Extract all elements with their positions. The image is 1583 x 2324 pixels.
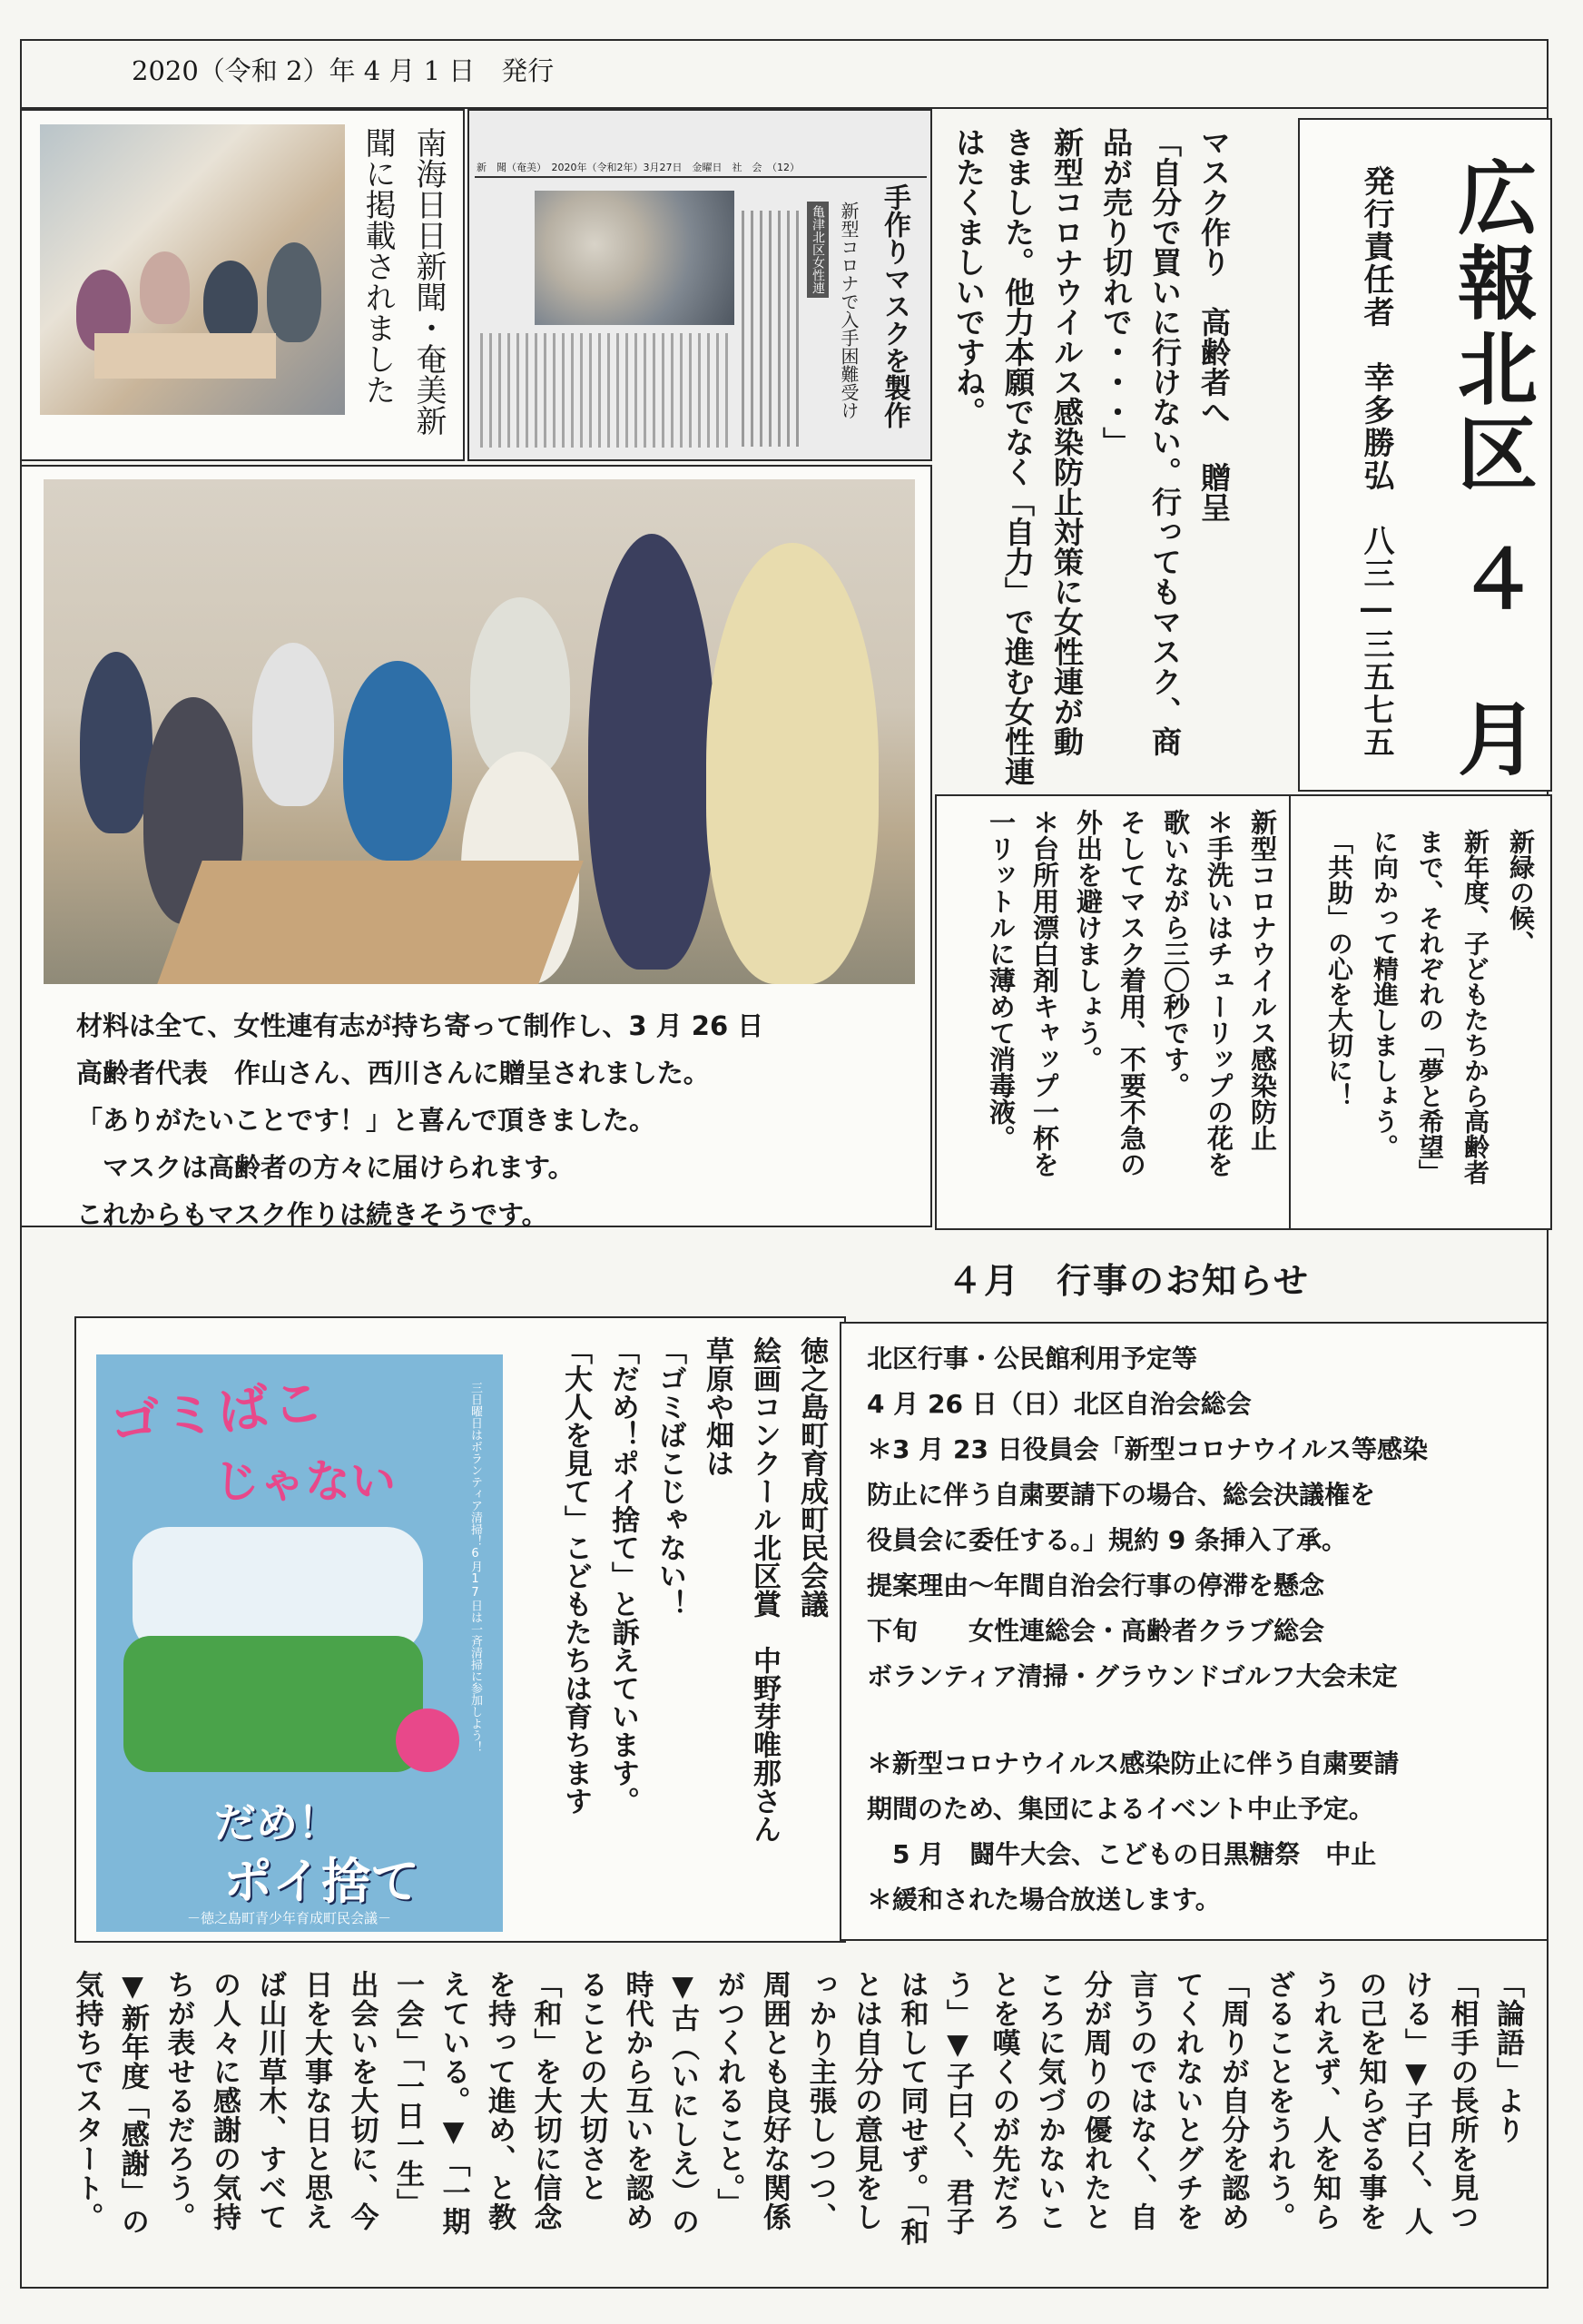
poster-article-line: 絵画コンクール北区賞 中野芽唯那さん: [748, 1336, 781, 1843]
column-line: は和して同せず。「和: [895, 1970, 929, 2247]
events-line: ＊3 月 23 日役員会「新型コロナウイルス等感染: [867, 1434, 1429, 1464]
poster-panel: [74, 1316, 846, 1943]
photo-caption-top-left: [352, 127, 454, 454]
caption-line: 聞に掲載されました: [359, 127, 396, 405]
events-line: 期間のため、集団によるイベント中止予定。: [867, 1794, 1374, 1824]
prevention-box: [935, 794, 1293, 1230]
issue-date: 2020（令和 2）年 4 月 1 日 発行: [132, 55, 555, 86]
masthead-month: ４ 月: [1445, 537, 1539, 777]
column-line: 言うのではなく、自: [1125, 1970, 1157, 2231]
column-line: う」▼子曰く、君子: [941, 1970, 974, 2236]
events-heading: ４月 行事のお知らせ: [948, 1261, 1310, 1301]
clipping-headline: 手作りマスクを製作: [879, 183, 910, 428]
greeting-line: 「共助」の心を大切に！: [1324, 829, 1354, 1108]
column-line: ▼新年度「感謝」の: [116, 1970, 149, 2236]
column-line: がつくれること。」: [712, 1970, 745, 2218]
events-line: 提案理由～年間自治会行事の停滞を懸念: [867, 1571, 1325, 1600]
clipping-header: 新 聞（奄美） 2020年（令和2年）3月27日 金曜日 社 会 （12）: [477, 162, 800, 173]
events-line: 4 月 26 日（日）北区自治会総会: [867, 1389, 1252, 1419]
poster-footer: －徳之島町青少年育成町民会議－: [187, 1910, 392, 1926]
column-line: 時代から互いを認め: [620, 1970, 654, 2231]
award-poster: [96, 1354, 503, 1932]
events-line: ＊新型コロナウイルス感染防止に伴う自粛要請: [867, 1748, 1400, 1778]
mask-line: 品が売り切れで・・・」: [1098, 127, 1134, 457]
masthead: [1298, 118, 1552, 792]
column-line: 出会いを大切に、今: [345, 1970, 379, 2231]
mask-handover-photo: [44, 479, 915, 984]
prevention-line: 一リットルに薄めて消毒液。: [986, 809, 1017, 1151]
masthead-publisher: 発行責任者 幸多勝弘 八三―三五七五: [1358, 165, 1394, 759]
column-line: ころに気づかないこ: [1033, 1970, 1066, 2231]
column-line: 一会」「一日一生」: [391, 1970, 424, 2218]
column-line: 周囲とも良好な関係: [758, 1970, 791, 2231]
events-box: [840, 1322, 1549, 1941]
events-line: 5 月 闘牛大会、こどもの日黒糖祭 中止: [867, 1839, 1377, 1869]
poster-article-line: 草原や畑は: [701, 1336, 733, 1477]
column-line: ▼古（いにしえ）の: [666, 1970, 699, 2236]
column-line: 「和」を大切に信念: [528, 1970, 562, 2231]
greeting-line: 新緑の候、: [1506, 829, 1536, 956]
column-line: ることの大切さと: [575, 1970, 607, 2202]
prevention-title: 新型コロナウイルス感染防止: [1247, 809, 1278, 1151]
caption-line: 材料は全て、女性連有志が持ち寄って制作し、3 月 26 日: [76, 1010, 764, 1041]
column-line: とを嘆くのが先だろ: [987, 1970, 1020, 2231]
mask-line: はたくましいですね。: [951, 127, 987, 427]
meeting-photo: [40, 124, 345, 415]
poster-slogan-b: ポイ捨て: [223, 1853, 419, 1910]
greeting-line: まで、それぞれの「夢と希望」: [1415, 829, 1445, 1185]
events-line: 防止に伴う自粛要請下の場合、総会決議権を: [867, 1480, 1376, 1510]
column-line: 「論語」より: [1491, 1970, 1524, 2144]
greeting-line: に向かって精進しましょう。: [1370, 829, 1400, 1159]
column-line: っかり主張しつつ、: [803, 1970, 837, 2231]
poster-article-line: 「ゴミばこじゃない！: [654, 1336, 686, 1618]
mask-photo-caption: [76, 1002, 920, 1238]
masthead-title: 広報北区: [1445, 156, 1539, 497]
caption-line: 高齢者代表 作山さん、西川さんに贈呈されました。: [76, 1058, 710, 1088]
events-line: ボランティア清掃・グラウンドゴルフ大会未定: [867, 1661, 1398, 1691]
mask-headline: マスク作り 高齢者へ 贈呈: [1196, 127, 1232, 522]
greeting-box: [1289, 794, 1552, 1230]
column-line: ける」▼子曰く、人: [1400, 1970, 1432, 2236]
column-line: ちが表せるだろう。: [162, 1970, 195, 2231]
column-line: えている。▼「一期: [437, 1970, 470, 2236]
greeting-line: 新年度、子どもたちから高齢者: [1460, 829, 1490, 1185]
poster-article-line: 「だめ！ポイ捨て」と訴えています。: [606, 1336, 639, 1815]
clipping-subhead: 新型コロナで入手困難受け: [838, 202, 860, 419]
poster-article-line: 「大人を見て」こどもたちは育ちます: [559, 1336, 592, 1815]
mask-line: 新型コロナウイルス感染防止対策に女性連が動: [1049, 127, 1085, 756]
mask-line: きました。他力本願でなく「自力」で進む女性連: [1000, 127, 1036, 786]
column-line: とは自分の意見をし: [850, 1970, 882, 2231]
caption-line: これからもマスク作りは続きそうです。: [76, 1199, 548, 1230]
events-line: ＊緩和された場合放送します。: [867, 1885, 1221, 1915]
column-line: 気持ちでスタート。: [70, 1970, 103, 2231]
newspaper-clipping: [467, 109, 932, 461]
column-line: 「相手の長所を見つ: [1445, 1970, 1479, 2231]
clipping-photo: [535, 191, 734, 325]
events-title: 北区行事・公民館利用予定等: [867, 1344, 1198, 1374]
caption-line: 「ありがたいことです！」と喜んで頂きました。: [76, 1105, 656, 1136]
mask-photo-panel: [20, 465, 932, 1230]
prevention-line: そしてマスク着用、不要不急の: [1116, 809, 1147, 1177]
prevention-line: ＊手洗いはチューリップの花を: [1204, 809, 1234, 1177]
poster-title-a: ゴミばこ: [106, 1372, 330, 1454]
column-line: 日を大事な日と思え: [300, 1970, 332, 2231]
prevention-line: ＊台所用漂白剤キャップ一杯を: [1029, 809, 1060, 1177]
prevention-line: 外出を避けましょう。: [1073, 809, 1104, 1072]
column-line: を持って進め、と教: [483, 1970, 516, 2231]
poster-article-line: 徳之島町育成町民会議: [795, 1336, 828, 1618]
column-line: の己を知らざる事を: [1353, 1970, 1387, 2231]
mask-line: 「自分で買いに行けない。行ってもマスク、商: [1147, 127, 1183, 756]
clipping-tag: 亀津北区女性連: [807, 202, 829, 298]
rongo-column: [64, 1970, 1530, 2270]
poster-title-b: じゃない: [214, 1455, 396, 1508]
column-line: の人々に感謝の気持: [208, 1970, 241, 2231]
column-line: 分が周りの優れたと: [1078, 1970, 1112, 2231]
top-left-panel: [20, 109, 465, 461]
poster-side-text: 三日曜日はボランティア清掃！6月17日は一斉清掃に参加しよう！: [468, 1382, 482, 1753]
column-line: てくれないとグチを: [1170, 1970, 1204, 2231]
events-line: 下旬 女性連総会・高齢者クラブ総会: [867, 1616, 1325, 1646]
poster-slogan-a: だめ！: [214, 1798, 339, 1847]
caption-line: マスクは高齢者の方々に届けられます。: [76, 1152, 575, 1183]
events-line: 役員会に委任する。」規約 9 条挿入了承。: [867, 1525, 1347, 1555]
prevention-line: 歌いながら三〇秒です。: [1160, 809, 1191, 1098]
column-line: ざることをうれう。: [1262, 1970, 1295, 2231]
mask-article: [944, 127, 1238, 786]
column-line: ば山川草木、すべて: [253, 1970, 287, 2231]
column-line: 「周りが自分を認め: [1216, 1970, 1249, 2231]
column-line: うれえず、人を知ら: [1308, 1970, 1341, 2231]
caption-line: 南海日日新聞・奄美新: [410, 127, 447, 436]
